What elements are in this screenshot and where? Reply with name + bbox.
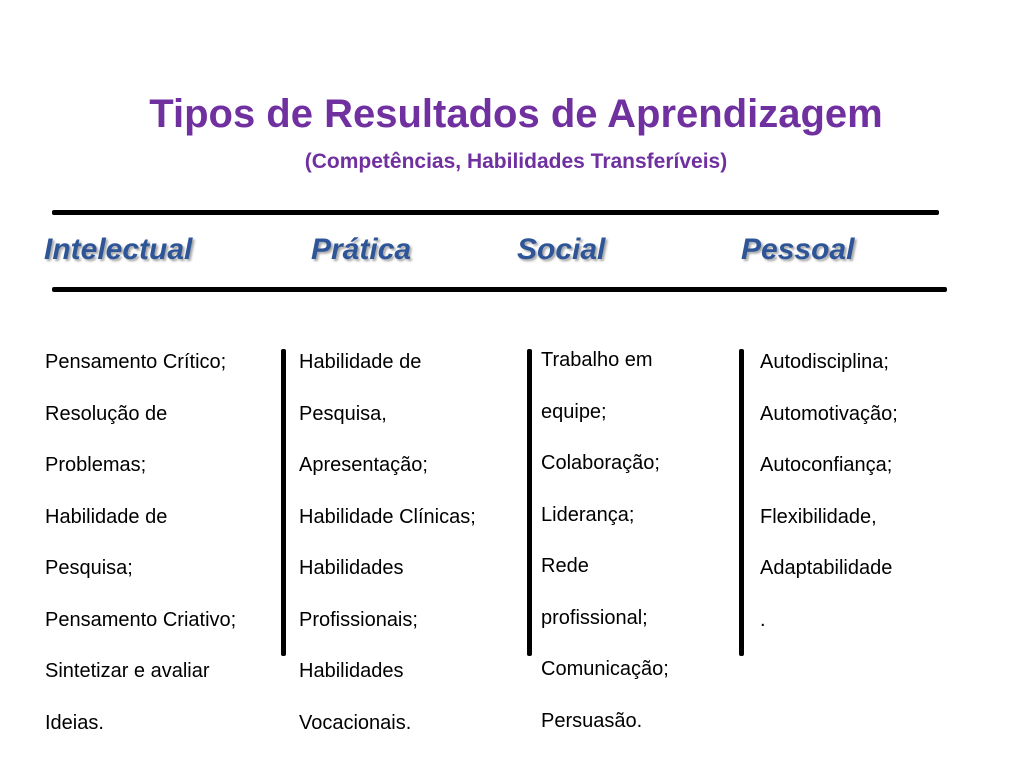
list-item: Habilidades <box>299 660 404 682</box>
column-separator-1 <box>281 349 286 656</box>
top-divider <box>52 210 939 215</box>
list-item: . <box>760 608 766 631</box>
list-item: Habilidades <box>299 557 404 579</box>
list-item: Pesquisa; <box>45 557 133 579</box>
list-item: Problemas; <box>45 454 147 476</box>
list-item: Autoconfiança; <box>760 454 893 476</box>
list-item: Comunicação; <box>541 658 669 680</box>
list-item: Pesquisa, <box>299 402 387 425</box>
list-item: Vocacionais. <box>299 711 412 734</box>
column-separator-3 <box>739 349 744 656</box>
list-item: Sintetizar e avaliar <box>45 660 210 682</box>
list-item: Persuasão. <box>541 709 643 732</box>
list-item: Adaptabilidade <box>760 557 893 579</box>
list-item: Colaboração; <box>541 452 660 474</box>
list-item: equipe; <box>541 400 607 423</box>
list-item: Rede <box>541 555 589 577</box>
column-pessoal-list <box>760 337 898 646</box>
list-item: Habilidade Clínicas; <box>299 505 476 528</box>
column-social-list <box>541 335 669 747</box>
list-item: Ideias. <box>45 711 104 734</box>
slide-title: Tipos de Resultados de Aprendizagem <box>149 92 883 136</box>
category-pratica: Prática <box>311 233 412 266</box>
list-item: Liderança; <box>541 503 635 526</box>
category-pessoal: Pessoal <box>741 233 855 266</box>
list-item: Automotivação; <box>760 402 898 425</box>
list-item: Trabalho em <box>541 349 653 371</box>
list-item: profissional; <box>541 606 648 629</box>
list-item: Flexibilidade, <box>760 505 877 528</box>
slide-subtitle: (Competências, Habilidades Transferíveis) <box>304 150 728 173</box>
list-item: Habilidade de <box>299 351 422 373</box>
list-item: Pensamento Crítico; <box>45 351 227 373</box>
list-item: Autodisciplina; <box>760 351 889 373</box>
list-item: Profissionais; <box>299 608 418 631</box>
list-item: Pensamento Criativo; <box>45 608 237 631</box>
column-pratica-list <box>299 337 476 749</box>
column-separator-2 <box>527 349 532 656</box>
list-item: Apresentação; <box>299 454 428 476</box>
column-intelectual-list <box>45 337 236 749</box>
bottom-divider <box>52 287 947 292</box>
category-intelectual: Intelectual <box>44 233 193 266</box>
list-item: Resolução de <box>45 402 168 425</box>
category-social: Social <box>517 233 606 266</box>
list-item: Habilidade de <box>45 505 168 528</box>
